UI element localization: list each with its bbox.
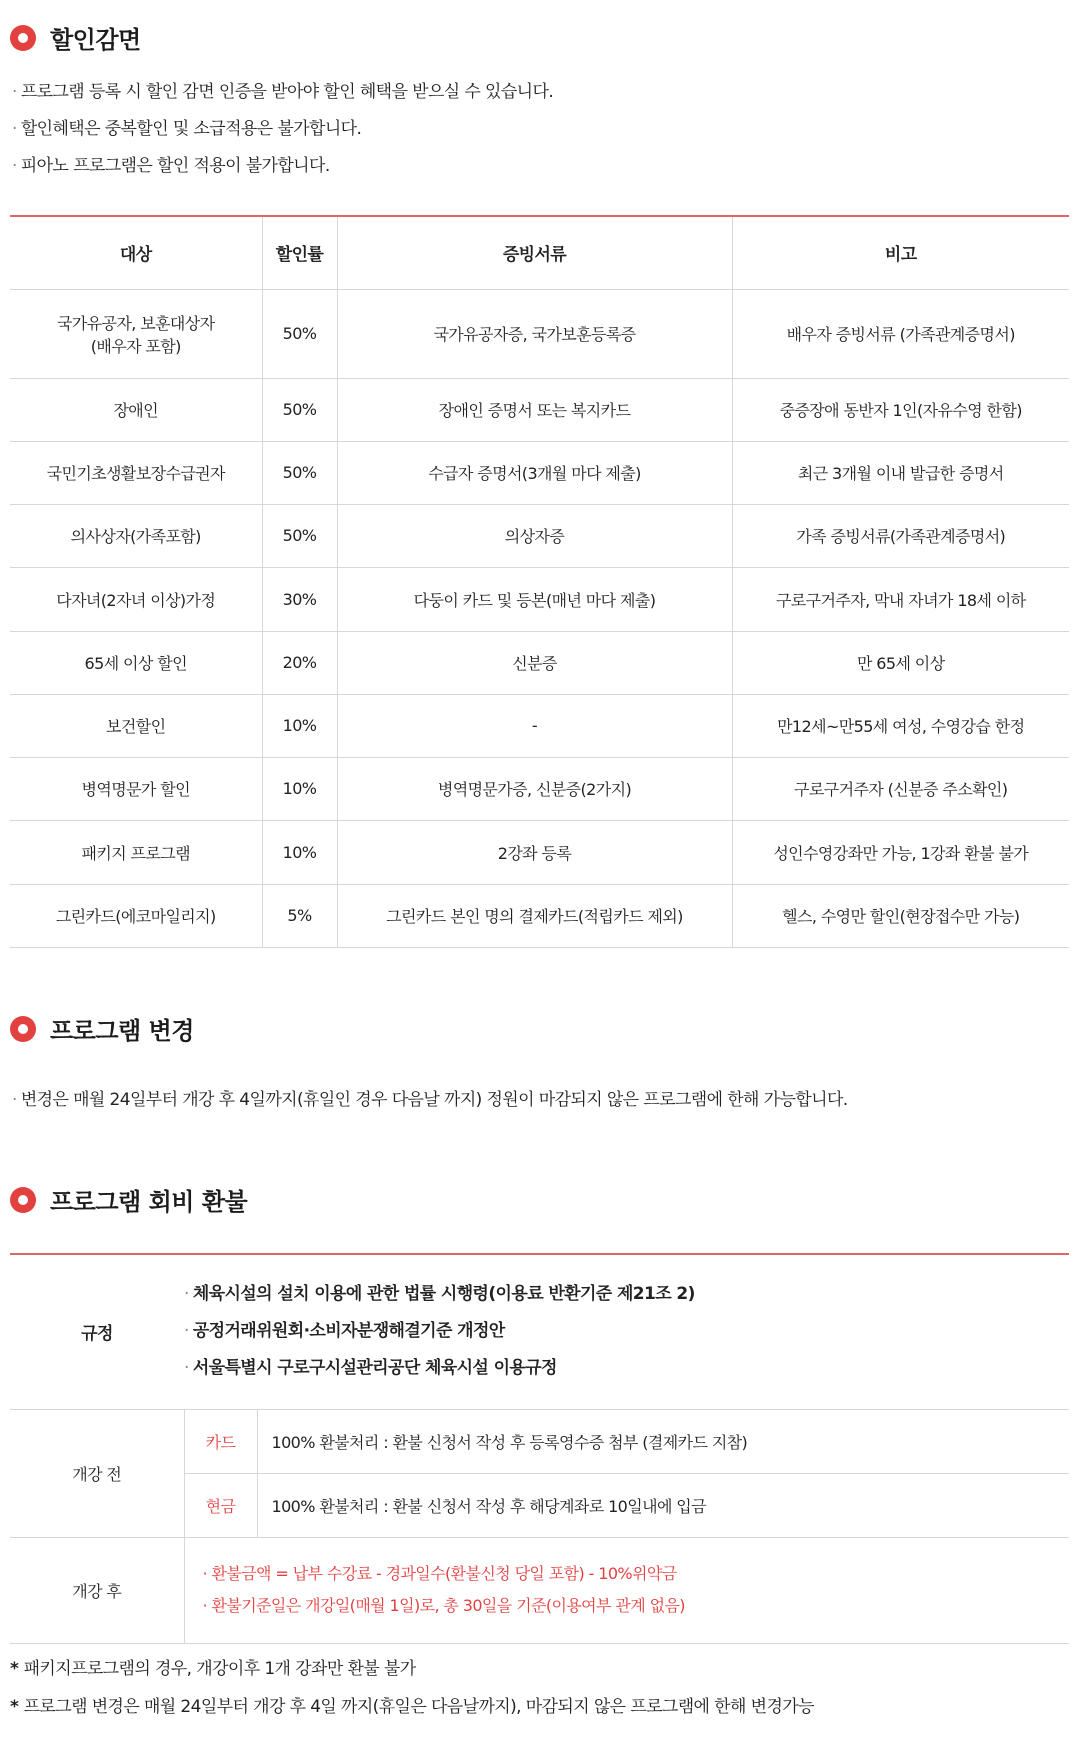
after-lines xyxy=(184,1537,1069,1643)
cell-note: 구로구거주자 (신분증 주소확인) xyxy=(732,757,1069,820)
cell-rate: 10% xyxy=(262,820,337,884)
cell-note: 최근 3개월 이내 발급한 증명서 xyxy=(732,441,1069,504)
change-title: 프로그램 변경 xyxy=(50,1017,194,1045)
cell-target: 의사상자(가족포함) xyxy=(10,504,262,567)
list-item: · 체육시설의 설치 이용에 관한 법률 시행령(이용료 반환기준 제21조 2) xyxy=(184,1276,1069,1313)
table-row xyxy=(10,504,1069,567)
cell-rate: 50% xyxy=(262,289,337,378)
cell-rate: 20% xyxy=(262,631,337,694)
cell-rate: 5% xyxy=(262,884,337,947)
discount-section-title xyxy=(10,20,141,55)
cell-docs: 의상자증 xyxy=(337,504,732,567)
cell-note: 만12세~만55세 여성, 수영강습 한정 xyxy=(732,694,1069,757)
cell-target: 그린카드(에코마일리지) xyxy=(10,884,262,947)
cash-label: 현금 xyxy=(184,1473,257,1537)
cell-target: 병역명문가 할인 xyxy=(10,757,262,820)
before-card-row xyxy=(10,1409,1069,1473)
list-item: · 공정거래위원회·소비자분쟁해결기준 개정안 xyxy=(184,1313,1069,1350)
cell-rate: 10% xyxy=(262,694,337,757)
rules-list xyxy=(184,1255,1069,1409)
cell-target: 보건할인 xyxy=(10,694,262,757)
cell-rate: 30% xyxy=(262,567,337,631)
cell-docs: - xyxy=(337,694,732,757)
header-rate: 할인률 xyxy=(262,217,337,289)
refund-title: 프로그램 회비 환불 xyxy=(50,1188,248,1216)
table-row xyxy=(10,441,1069,504)
card-label: 카드 xyxy=(184,1409,257,1473)
cell-note: 성인수영강좌만 가능, 1강좌 환불 불가 xyxy=(732,820,1069,884)
table-row xyxy=(10,378,1069,441)
cell-note: 가족 증빙서류(가족관계증명서) xyxy=(732,504,1069,567)
refund-table xyxy=(10,1255,1069,1644)
cell-docs: 신분증 xyxy=(337,631,732,694)
table-row xyxy=(10,694,1069,757)
cell-target: 국민기초생활보장수급권자 xyxy=(10,441,262,504)
cell-note: 만 65세 이상 xyxy=(732,631,1069,694)
bullet-circle-icon xyxy=(10,1187,36,1213)
list-item: · 프로그램 등록 시 할인 감면 인증을 받아야 할인 혜택을 받으실 수 있습니다. xyxy=(12,74,553,111)
header-docs: 증빙서류 xyxy=(337,217,732,289)
table-row xyxy=(10,757,1069,820)
cell-target: 국가유공자, 보훈대상자 (배우자 포함) xyxy=(10,289,262,378)
cell-docs: 수급자 증명서(3개월 마다 제출) xyxy=(337,441,732,504)
cash-text: 100% 환불처리 : 환불 신청서 작성 후 해당계좌로 10일내에 입금 xyxy=(257,1473,1069,1537)
cell-rate: 50% xyxy=(262,441,337,504)
bullet-circle-icon xyxy=(10,1016,36,1042)
after-label: 개강 후 xyxy=(10,1537,184,1643)
cell-note: 중증장애 동반자 1인(자유수영 한함) xyxy=(732,378,1069,441)
list-item: · 피아노 프로그램은 할인 적용이 불가합니다. xyxy=(12,148,553,185)
table-row xyxy=(10,631,1069,694)
card-text: 100% 환불처리 : 환불 신청서 작성 후 등록영수증 첨부 (결제카드 지참) xyxy=(257,1409,1069,1473)
change-section-title xyxy=(10,1011,194,1046)
list-item: · 환불금액 = 납부 수강료 - 경과일수(환불신청 당일 포함) - 10%위약금 xyxy=(203,1558,1070,1590)
cell-docs: 장애인 증명서 또는 복지카드 xyxy=(337,378,732,441)
cell-docs: 병역명문가증, 신분증(2가지) xyxy=(337,757,732,820)
discount-title: 할인감면 xyxy=(50,26,141,54)
cell-docs: 그린카드 본인 명의 결제카드(적립카드 제외) xyxy=(337,884,732,947)
before-label: 개강 전 xyxy=(10,1409,184,1537)
refund-note: * 패키지프로그램의 경우, 개강이후 1개 강좌만 환불 불가 xyxy=(10,1654,416,1679)
cell-rate: 10% xyxy=(262,757,337,820)
cell-target: 장애인 xyxy=(10,378,262,441)
cell-docs: 2강좌 등록 xyxy=(337,820,732,884)
discount-bullets xyxy=(12,74,553,185)
cell-docs: 다둥이 카드 및 등본(매년 마다 제출) xyxy=(337,567,732,631)
after-row xyxy=(10,1537,1069,1643)
discount-table xyxy=(10,217,1069,948)
list-item: · 서울특별시 구로구시설관리공단 체육시설 이용규정 xyxy=(184,1350,1069,1387)
header-note: 비고 xyxy=(732,217,1069,289)
cell-note: 헬스, 수영만 할인(현장접수만 가능) xyxy=(732,884,1069,947)
cell-target: 패키지 프로그램 xyxy=(10,820,262,884)
rules-label: 규정 xyxy=(10,1255,184,1409)
change-text: · 변경은 매월 24일부터 개강 후 4일까지(휴일인 경우 다음날 까지) 정원이 마감되지 않은 프로그램에 한해 가능합니다. xyxy=(12,1085,848,1110)
cell-rate: 50% xyxy=(262,378,337,441)
table-header-row xyxy=(10,217,1069,289)
cell-rate: 50% xyxy=(262,504,337,567)
cell-target: 다자녀(2자녀 이상)가정 xyxy=(10,567,262,631)
cell-docs: 국가유공자증, 국가보훈등록증 xyxy=(337,289,732,378)
list-item: · 환불기준일은 개강일(매월 1일)로, 총 30일을 기준(이용여부 관계 없음) xyxy=(203,1590,1070,1622)
table-row xyxy=(10,567,1069,631)
table-row xyxy=(10,884,1069,947)
cell-target: 65세 이상 할인 xyxy=(10,631,262,694)
cell-note: 구로구거주자, 막내 자녀가 18세 이하 xyxy=(732,567,1069,631)
bullet-circle-icon xyxy=(10,25,36,51)
header-target: 대상 xyxy=(10,217,262,289)
table-row xyxy=(10,820,1069,884)
cell-note: 배우자 증빙서류 (가족관계증명서) xyxy=(732,289,1069,378)
table-row xyxy=(10,289,1069,378)
rules-row xyxy=(10,1255,1069,1409)
refund-section-title xyxy=(10,1182,247,1217)
refund-note: * 프로그램 변경은 매월 24일부터 개강 후 4일 까지(휴일은 다음날까지), 마감되지 않은 프로그램에 한해 변경가능 xyxy=(10,1692,814,1717)
list-item: · 할인혜택은 중복할인 및 소급적용은 불가합니다. xyxy=(12,111,553,148)
